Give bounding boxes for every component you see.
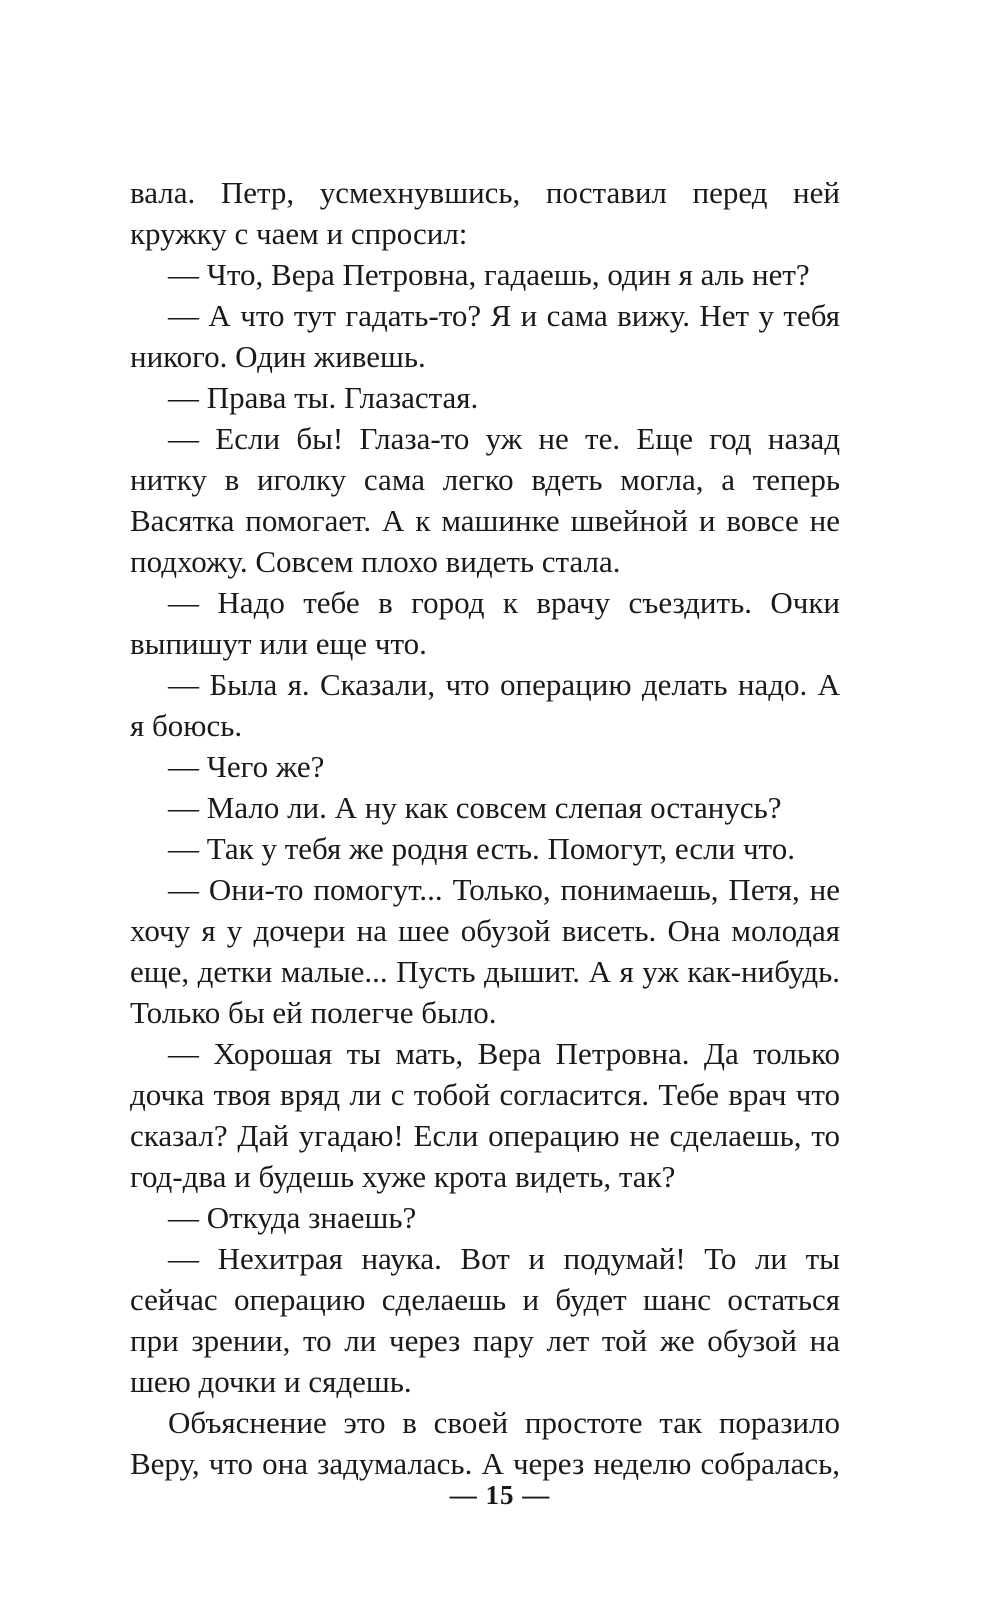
paragraph-3: — А что тут гадать-то? Я и сама вижу. Нет у тебя никого. Один живешь. [130, 298, 840, 374]
paragraph-13: — Откуда знаешь? [168, 1200, 417, 1235]
paragraph-8: — Чего же? [168, 749, 325, 784]
page-number: — 15 — [449, 1480, 551, 1510]
paragraph-2: — Что, Вера Петровна, гадаешь, один я аль нет? [168, 257, 810, 292]
paragraph-5: — Если бы! Глаза-то уж не те. Еще год назад нитку в иголку сама легко вдеть могла, а теперь Васятка помогает. А к машинке швейной и вовсе не подхожу. Совсем плохо видеть стала. [130, 421, 840, 579]
paragraph-15: Объяснение это в своей простоте так поразило Веру, что она задумалась. А через неделю собралась, [130, 1405, 840, 1481]
paragraph-9: — Мало ли. А ну как совсем слепая останусь? [168, 790, 782, 825]
paragraph-14: — Нехитрая наука. Вот и подумай! То ли ты сейчас операцию сделаешь и будет шанс остаться при зрении, то ли через пару лет той же обузой на шею дочки и сядешь. [130, 1241, 840, 1399]
paragraph-1: вала. Петр, усмехнувшись, поставил перед ней кружку с чаем и спросил: [130, 175, 840, 251]
paragraph-7: — Была я. Сказали, что операцию делать надо. А я боюсь. [130, 667, 840, 743]
paragraph-6: — Надо тебе в город к врачу съездить. Очки выпишут или еще что. [130, 585, 840, 661]
paragraph-12: — Хорошая ты мать, Вера Петровна. Да только дочка твоя вряд ли с тобой согласится. Тебе врач что сказал? Дай угадаю! Если операцию не сделаешь, то год-два и будешь хуже крота видеть, так? [130, 1036, 840, 1194]
paragraph-11: — Они-то помогут... Только, понимаешь, Петя, не хочу я у дочери на шее обузой висеть. Она молодая еще, детки малые... Пусть дышит. А я уж как-нибудь. Только бы ей полегче было. [130, 872, 840, 1030]
paragraph-10: — Так у тебя же родня есть. Помогут, если что. [168, 831, 795, 866]
body-text [130, 172, 840, 1484]
paragraph-4: — Права ты. Глазастая. [168, 380, 479, 415]
